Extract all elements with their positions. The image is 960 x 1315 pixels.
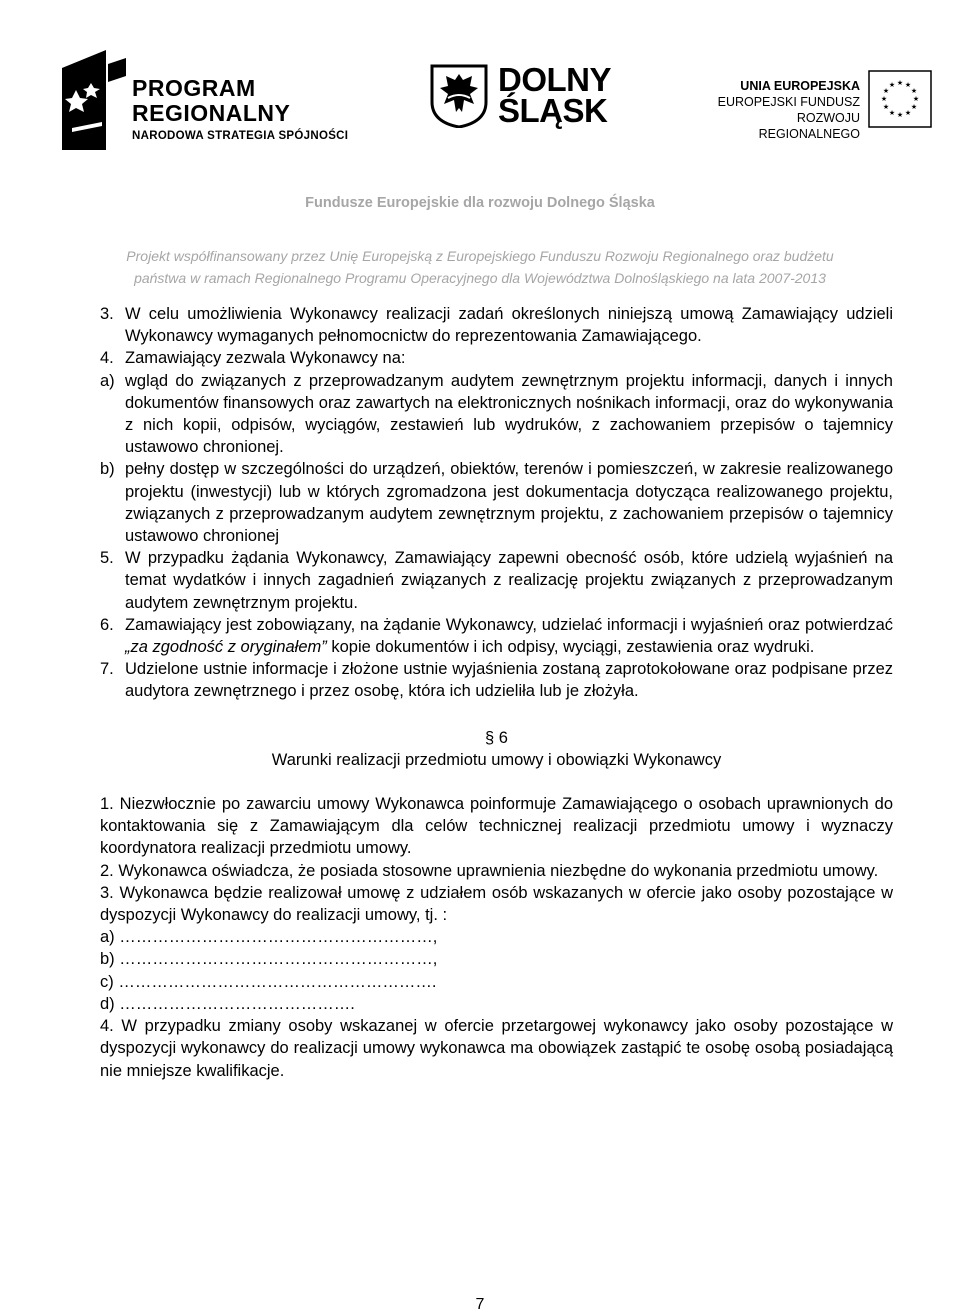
clause-number: 7.	[100, 660, 114, 679]
clause-number: 5.	[100, 549, 114, 568]
clause-text: Zamawiający zezwala Wykonawcy na:	[125, 349, 406, 368]
program-logo-line2: REGIONALNY	[132, 100, 291, 126]
eu-flag-icon	[868, 70, 932, 128]
section6-paragraph-1: 1. Niezwłocznie po zawarciu umowy Wykonawca poinformuje Zamawiającego o osobach uprawnionych do kontaktowania się z Zamawiającym dla celów technicznej realizacji przedmiotu umowy i wyznaczy koordynatora realizacji przedmiotu umowy.	[100, 795, 893, 858]
clause-item-4	[100, 347, 893, 369]
svg-text:★: ★	[882, 103, 890, 111]
svg-text:★: ★	[904, 81, 912, 89]
program-regionalny-logo	[62, 48, 362, 158]
clause-text-part: kopie dokumentów i ich odpisy, wyciągi, zestawienia oraz wydruki.	[326, 638, 815, 657]
clause-item-7	[100, 658, 893, 702]
eu-logo-line3: ROZWOJU REGIONALNEGO	[758, 111, 860, 141]
svg-text:★: ★	[882, 87, 890, 95]
clause-text: Udzielone ustnie informacje i złożone ustnie wyjaśnienia zostaną zaprotokołowane oraz podpisane przez audytora zewnętrznego i przez osobę, która ich udzieliła lub je złożyła.	[125, 660, 893, 701]
sub-item-text: pełny dostęp w szczególności do urządzeń, obiektów, terenów i pomieszczeń, w zakresie realizowanego projektu (inwestycji) lub w których zgromadzona jest dokumentacja dotycząca realizowanego projektu, związanych z przeprowadzanym audytem zewnętrznym projektu, z zachowaniem przepisów o tajemnicy ustawowo chronionej	[125, 460, 893, 546]
section6-paragraph-4: 4. W przypadku zmiany osoby wskazanej w ofercie przetargowej wykonawcy jako osoby pozostające w dyspozycji wykonawcy do realizacji umowy wykonawca ma obowiązek zastąpić te osobę osobą posiadającą nie mniejsze kwalifikacje.	[100, 1017, 893, 1080]
sub-item-label: a)	[100, 371, 115, 390]
svg-text:★: ★	[896, 79, 904, 87]
person-list-item-d: d) …………………………………….	[100, 994, 355, 1013]
clause-item-3	[100, 303, 893, 347]
cofinancing-line1: Projekt współfinansowany przez Unię Europejską z Europejskiego Funduszu Rozwoju Regionalnego oraz budżetu	[126, 248, 834, 264]
header-logos	[0, 40, 960, 160]
document-body	[100, 303, 893, 1082]
clause-text-italic: „za zgodność z oryginałem”	[125, 638, 327, 657]
clause-text: W przypadku żądania Wykonawcy, Zamawiający zapewni obecność osób, które udzielą wyjaśnień na temat wydatków i innych zagadnień związanych z realizację projektu związanych z przeprowadzanym audytem zewnętrznym projektu.	[125, 549, 893, 612]
section6-paragraph-2: 2. Wykonawca oświadcza, że posiada stosowne uprawnienia niezbędne do wykonania przedmiotu umowy.	[100, 861, 879, 880]
svg-text:★: ★	[888, 109, 896, 117]
region-logo-line2: ŚLĄSK	[498, 92, 608, 129]
clause-number: 3.	[100, 305, 114, 323]
svg-text:★: ★	[888, 81, 896, 89]
svg-text:★: ★	[904, 109, 912, 117]
region-logo-line1: DOLNY	[498, 61, 611, 98]
page-number: 7	[475, 1296, 485, 1313]
eu-logo-line2: EUROPEJSKI FUNDUSZ	[717, 95, 860, 109]
clause-number: 6.	[100, 615, 114, 634]
clause-text: W celu umożliwienia Wykonawcy realizacji zadań określonych niniejszą umową Zamawiający udzieli Wykonawcy wymaganych pełnomocnictw do reprezentowania Zamawiającego.	[125, 305, 893, 346]
program-logo-line1: PROGRAM	[132, 75, 256, 101]
dolny-slask-logo	[430, 61, 630, 134]
eu-logo	[700, 68, 930, 141]
sub-item-text: wgląd do związanych z przeprowadzanym audytem zewnętrznym projektu informacji, danych i innych dokumentów finansowych oraz zawartych na elektronicznych nośnikach informacji, oraz do wykonywania z nich kopii, odpisów, wyciągów, zestawień lub wydruków, z zachowaniem przepisów o tajemnicy ustawowo chronionej.	[125, 371, 893, 457]
clause-item-6	[100, 614, 893, 658]
program-logo-line3: NARODOWA STRATEGIA SPÓJNOŚCI	[132, 130, 349, 142]
cofinancing-line2: państwa w ramach Regionalnego Programu Operacyjnego dla Województwa Dolnośląskiego na lata 2007-2013	[134, 270, 826, 286]
svg-text:★: ★	[912, 95, 920, 103]
eu-logo-line1: UNIA EUROPEJSKA	[740, 79, 860, 93]
clause-item-5	[100, 547, 893, 614]
clause-text-part: Zamawiający jest zobowiązany, na żądanie Wykonawcy, udzielać informacji i wyjaśnień oraz potwierdzać	[125, 615, 893, 634]
svg-text:★: ★	[880, 95, 888, 103]
clause-item-4a	[100, 370, 893, 459]
person-list-item-a: a) …………………………………………………,	[100, 928, 438, 947]
svg-text:★: ★	[910, 87, 918, 95]
header-subtitle: Fundusze Europejskie dla rozwoju Dolnego Śląska	[305, 195, 655, 211]
clause-item-4b	[100, 458, 893, 547]
sub-item-label: b)	[100, 460, 115, 479]
svg-text:★: ★	[896, 111, 904, 119]
eagle-crest-icon	[430, 64, 488, 128]
section-title: Warunki realizacji przedmiotu umowy i obowiązki Wykonawcy	[271, 750, 722, 769]
clause-number: 4.	[100, 349, 114, 368]
clause-text	[125, 614, 893, 658]
svg-text:★: ★	[910, 103, 918, 111]
section-heading: § 6	[485, 728, 508, 747]
program-regionalny-emblem-icon	[62, 50, 126, 150]
cofinancing-note	[0, 245, 960, 289]
person-list-item-c: c) ………………………………………………….	[100, 972, 437, 991]
section6-paragraph-3: 3. Wykonawca będzie realizował umowę z udziałem osób wskazanych w ofercie jako osoby pozostające w dyspozycji Wykonawcy do realizacji umowy, tj. :	[100, 883, 893, 925]
person-list-item-b: b) …………………………………………………,	[100, 950, 438, 969]
